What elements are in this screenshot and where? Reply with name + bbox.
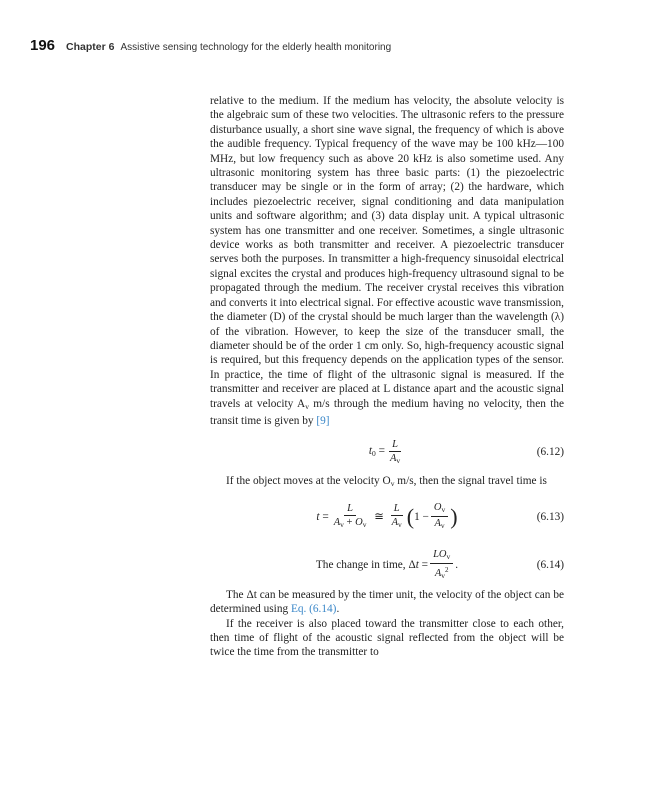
paragraph-2-tail: m/s, then the signal travel time is [394,475,547,488]
equation-number: (6.13) [536,510,564,523]
equation-6-12: $t_0$ = $\frac{L}{A_v}$ (6.12) [368,438,564,465]
chapter-title: Assistive sensing technology for the elderly health monitoring [120,42,392,53]
eq1-numerator: L [392,438,398,450]
paragraph-1-tail: m/s through the medium having no velocity, then the transit time is given by [210,397,564,427]
eq1-fraction [387,438,403,467]
equation-number: (6.12) [536,446,564,459]
equation-number: (6.14) [536,558,564,571]
page-number: 196 [30,37,56,54]
paragraph-3-text: The Δt can be measured by the timer unit, the velocity of the object can be determined using [210,588,564,616]
paragraph-3 [210,588,564,617]
citation-link[interactable]: [9] [316,414,330,427]
eq1-lhs: t [368,444,372,457]
paragraph-2-text: If the object moves at the velocity O [226,475,391,488]
chapter-label: Chapter 6 [66,41,115,53]
paragraph-4: If the receiver is also placed toward the transmitter close to each other, then time of flight of the acoustic signal reflected from the object will be twice the time from the transmitter to [210,617,564,659]
eq1-denominator: A [389,452,397,464]
eq1-lhs-sub: 0 [372,448,376,458]
eq3-label: The change in time, [315,558,406,571]
main-text [210,94,564,660]
equation-6-13: t = $\frac{L}{A_v + O_v}$ ≅ $\frac{L}{A_v}$ ( 1 − $\frac{O_v}{A_v}$ ) (6.13) [316,502,564,531]
velocity-subscript: v [305,401,309,411]
paragraph-1-text: relative to the medium. If the medium has velocity, the absolute velocity is the algebraic sum of these two velocities. The ultrasonic refers to the pressure disturbance usually, a short sine wave signal, the frequency of which is above the audible frequency. Typical frequency of the wave may be 100 kHz—100 MHz, but low frequency such as above 20 kHz is also sometime used. Any ultrasonic monitoring system has three basic parts: (1) the piezoelectric transducer may be single or in the form of array; (2) the hardware, which includes piezoelectric receiver, signal conditioning and data manipulation units and software algorithm; and (3) data display unit. A typical ultrasonic system has one transmitter and one receiver. Sometimes, a single ultrasonic device works as both transmitter and receiver. A piezoelectric transducer serves both the purposes. In transmitter a high-frequency sinusoidal electrical signal excites the crystal and produces high-frequency ultrasound signal to be propagated through the medium. The receiver crystal receives this vibration and converts it into electrical signal. For effective acoustic wave transmission, the diameter (D) of the crystal should be much larger than the wavelength (λ) of the vibration. However, to keep the size of the transducer small, the diameter should be of the order 1 cm only. So, high-frequency acoustic signal is required, but this frequency depends on the application types of the sensor. In practice, the time of flight of the ultrasonic signal is measured. If the transmitter and receiver are placed at L distance apart and the acoustic signal travels at velocity A [210,95,564,410]
object-velocity-sub: v [390,479,395,489]
paragraph-2 [210,474,564,491]
running-header [30,37,618,54]
eq1-den-sub: v [396,455,401,465]
paragraph-3-tail: . [336,603,340,616]
equation-link[interactable]: Eq. (6.14) [290,603,337,616]
equation-6-14: The change in time, Δt = $\frac{LO_v}{A_v^2}$ . (6.14) [315,548,564,580]
paragraph-1 [210,94,564,428]
